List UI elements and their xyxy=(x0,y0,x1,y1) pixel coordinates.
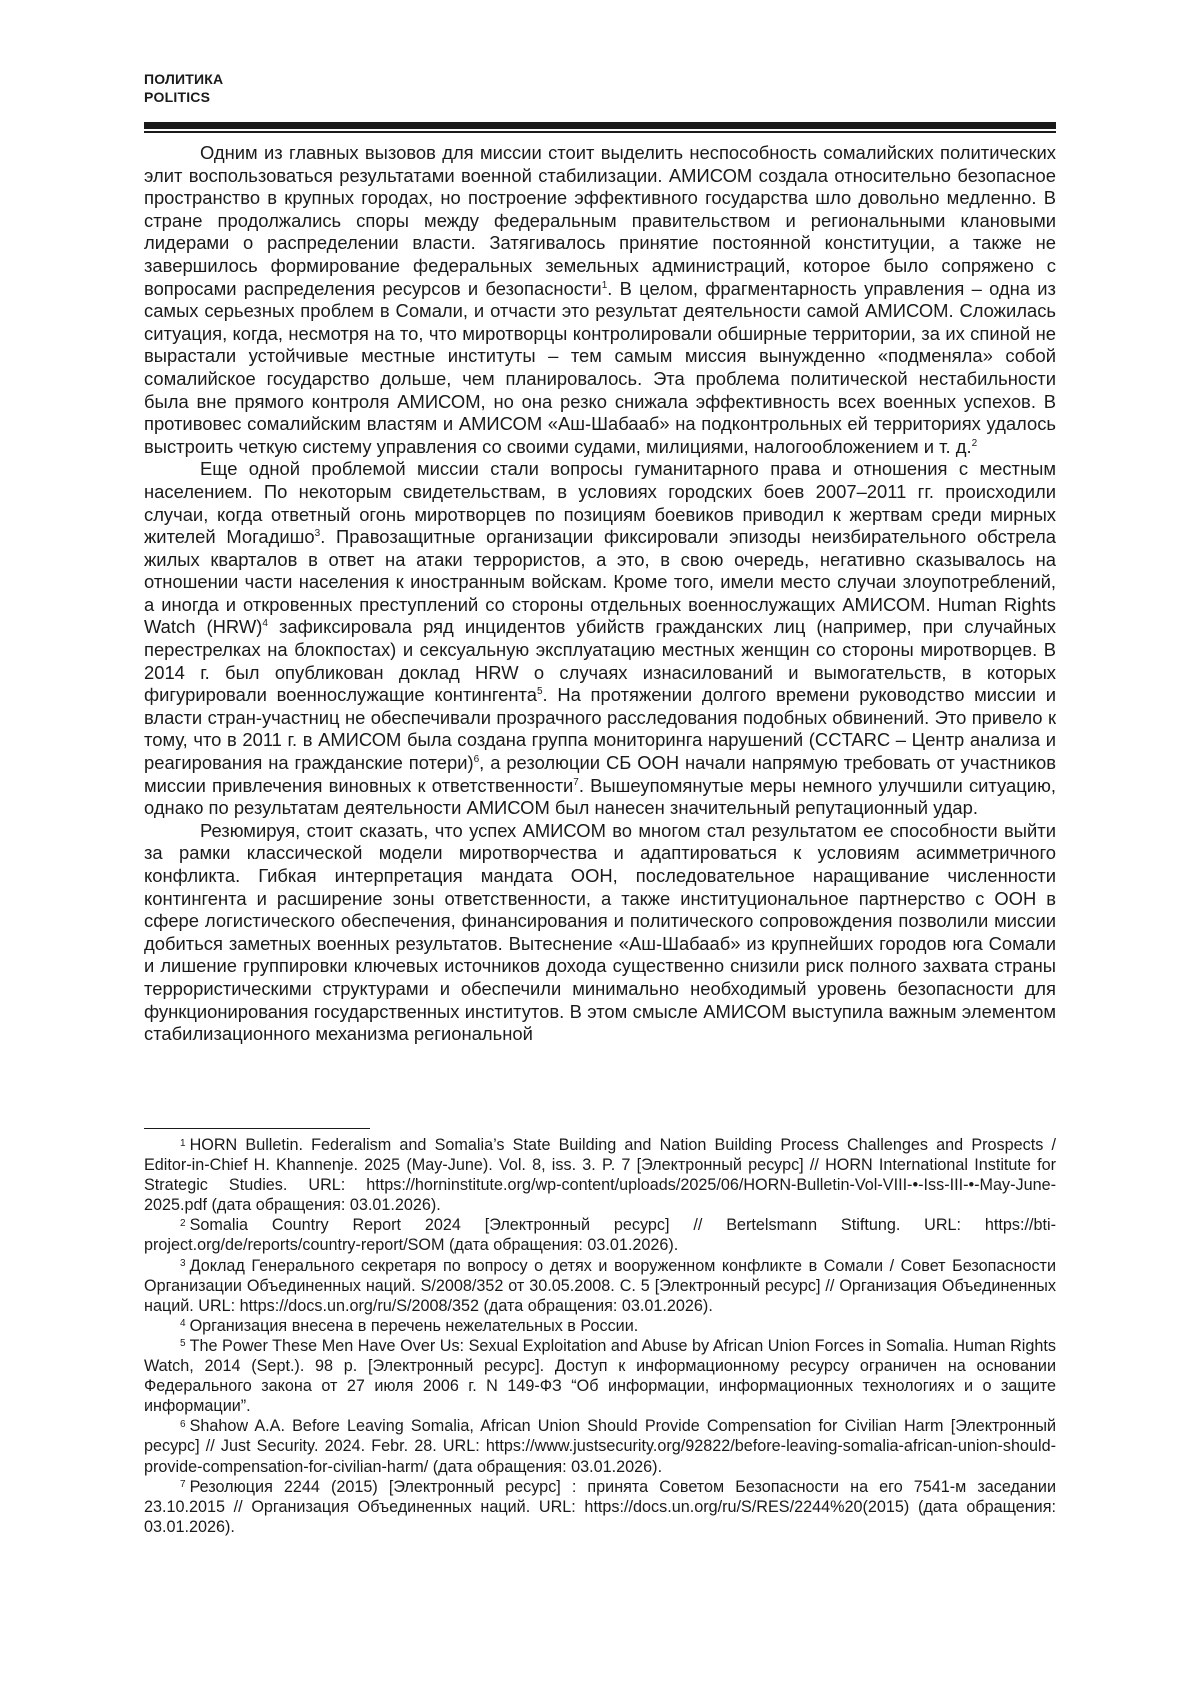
paragraph-text: зафиксировала ряд инцидентов убийств гражданских лиц (например, при случайных перестрелках на блокпостах) и сексуальную эксплуатацию местных женщин со стороны миротворцев. В 2014 г. был опубликован доклад HRW о случаях изнасилований и вымогательств, в которых фигурировали военнослужащие контингента xyxy=(144,616,1056,706)
footnotes xyxy=(144,1135,1056,1537)
header-rule-thick xyxy=(144,122,1056,129)
paragraph-text: . На протяжении долгого времени руководство миссии и власти стран-участниц не обеспечивали прозрачного расследования подобных обвинений. Это привело к тому, что в 2011 г. в АМИСОМ была создана группа мониторинга нарушений (CCTARC – Центр анализа и реагирования на гражданские потери) xyxy=(144,684,1056,774)
paragraph-text: Еще одной проблемой миссии стали вопросы гуманитарного права и отношения с местным населением. По некоторым свидетельствам, в условиях городских боев 2007–2011 гг. происходили случаи, когда ответный огонь миротворцев по позициям боевиков приводил к жертвам среди мирных жителей Могадишо xyxy=(144,458,1056,548)
body-paragraph xyxy=(144,458,1056,820)
footnote-number: 6 xyxy=(180,1418,186,1430)
body-paragraph xyxy=(144,820,1056,1046)
footnote-number: 1 xyxy=(180,1137,186,1149)
footnote-ref[interactable]: 4 xyxy=(262,618,268,630)
paragraph-text: , а резолюции СБ ООН начали напрямую требовать от участников миссии привлечения виновных к ответственности xyxy=(144,752,1056,796)
footnote-number: 4 xyxy=(180,1318,186,1330)
footnote xyxy=(144,1215,1056,1255)
footnote-text: Организация внесена в перечень нежелательных в России. xyxy=(189,1316,639,1335)
footnote-number: 2 xyxy=(180,1217,186,1229)
footnote xyxy=(144,1256,1056,1316)
section-title-ru: ПОЛИТИКА xyxy=(144,71,224,87)
footnote xyxy=(144,1416,1056,1476)
body-paragraph xyxy=(144,142,1056,458)
footnote-ref[interactable]: 2 xyxy=(971,437,978,449)
footnote-ref[interactable]: 7 xyxy=(573,776,579,788)
footnote xyxy=(144,1316,1056,1336)
footnote-ref[interactable]: 3 xyxy=(314,527,321,539)
paragraph-text: Резюмируя, стоит сказать, что успех АМИСОМ во многом стал результатом ее способности выйти за рамки классической модели миротворчества и адаптироваться к условиям асимметричного конфликта. Гибкая интерпретация мандата ООН, последовательное наращивание численности контингента и расширение зоны ответственности, а также институциональное партнерство с ООН в сфере логистического обеспечения, финансирования и политического сопровождения позволили миссии добиться заметных военных результатов. Вытеснение «Аш-Шабааб» из крупнейших городов юга Сомали и лишение группировки ключевых источников дохода существенно снизили риск полного захвата страны террористическими структурами и обеспечили минимально необходимый уровень безопасности для функционирования государственных институтов. В этом смысле АМИСОМ выступила важным элементом стабилизационного механизма региональной xyxy=(144,819,1056,1045)
footnote-separator xyxy=(144,1128,370,1129)
footnote-text: Резолюция 2244 (2015) [Электронный ресурс] : принята Советом Безопасности на его 7541-м заседании 23.10.2015 // Организация Объединенных наций. URL: https://docs.un.org/ru/S/RES/2244%20(2015) (дата обращения: 03.01.2026). xyxy=(144,1477,1056,1536)
footnote xyxy=(144,1477,1056,1537)
paragraph-text: . Правозащитные организации фиксировали эпизоды неизбирательного обстрела жилых кварталов в ответ на атаки террористов, а это, в свою очередь, негативно сказывалось на отношении части населения к иностранным войскам. Кроме того, имели место случаи злоупотреблений, а иногда и откровенных преступлений со стороны отдельных военнослужащих АМИСОМ. Human Rights Watch (HRW) xyxy=(144,526,1056,638)
footnote-text: The Power These Men Have Over Us: Sexual Exploitation and Abuse by African Union Forces in Somalia. Human Rights Watch, 2014 (Sept.). 98 p. [Электронный ресурс]. Доступ к информационному ресурсу ограничен на основании Федерального закона от 27 июля 2006 г. N 149-ФЗ “Об информации, информационных технологиях и о защите информации”. xyxy=(144,1336,1056,1416)
footnote-text: HORN Bulletin. Federalism and Somalia’s State Building and Nation Building Process Challenges and Prospects / Editor-in-Chief H. Khannenje. 2025 (May-June). Vol. 8, iss. 3. P. 7 [Электронный ресурс] // HORN International Institute for Strategic Studies. URL: https://horninstitute.org/wp-content/uploads/2025/06/HORN-Bulletin-Vol-VIII-•-Iss-III-•-May-June-2025.pdf (дата обращения: 03.01.2026). xyxy=(144,1136,1056,1215)
footnote-text: Shahow A.A. Before Leaving Somalia, African Union Should Provide Compensation for Civilian Harm [Электронный ресурс] // Just Security. 2024. Febr. 28. URL: https://www.justsecurity.org/92822/before-leaving-somalia-african-union-should-provide-compensation-for-civilian-harm/ (дата обращения: 03.01.2026). xyxy=(144,1417,1056,1476)
paragraph-text: Одним из главных вызовов для миссии стоит выделить неспособность сомалийских политических элит воспользоваться результатами военной стабилизации. АМИСОМ создала относительно безопасное пространство в крупных городах, но построение эффективного государства шло довольно медленно. В стране продолжались споры между федеральным правительством и региональными клановыми лидерами о распределении власти. Затягивалось принятие постоянной конституции, а также не завершилось формирование федеральных земельных администраций, которое было сопряжено с вопросами распределения ресурсов и безопасности xyxy=(144,142,1056,299)
footnote xyxy=(144,1336,1056,1416)
main-text xyxy=(144,142,1056,1046)
running-header xyxy=(144,70,223,106)
footnote-ref[interactable]: 5 xyxy=(536,686,543,698)
footnote-text: Somalia Country Report 2024 [Электронный ресурс] // Bertelsmann Stiftung. URL: https://bti-project.org/de/reports/country-report/SOM (дата обращения: 03.01.2026). xyxy=(144,1216,1056,1255)
footnote-text: Доклад Генерального секретаря по вопросу о детях и вооруженном конфликте в Сомали / Совет Безопасности Организации Объединенных наций. S/2008/352 от 30.05.2008. С. 5 [Электронный ресурс] // Организация Объединенных наций. URL: https://docs.un.org/ru/S/2008/352 (дата обращения: 03.01.2026). xyxy=(144,1256,1056,1315)
footnote-number: 3 xyxy=(180,1258,186,1270)
footnote-ref[interactable]: 6 xyxy=(473,753,480,765)
footnote-number: 5 xyxy=(180,1338,186,1350)
footnote xyxy=(144,1135,1056,1215)
footnote-ref[interactable]: 1 xyxy=(601,279,608,291)
footnote-number: 7 xyxy=(180,1479,186,1491)
header-rule-thin xyxy=(144,131,1056,133)
paragraph-text: . Вышеупомянутые меры немного улучшили ситуацию, однако по результатам деятельности АМИСОМ был нанесен значительный репутационный удар. xyxy=(144,774,1056,819)
paragraph-text: . В целом, фрагментарность управления – одна из самых серьезных проблем в Сомали, и отчасти это результат деятельности самой АМИСОМ. Сложилась ситуация, когда, несмотря на то, что миротворцы контролировали обширные территории, за их спиной не вырастали устойчивые местные институты – тем самым миссия вынужденно «подменяла» собой сомалийское государство дольше, чем планировалось. Эта проблема политической нестабильности была вне прямого контроля АМИСОМ, но она резко снижала эффективность всех военных успехов. В противовес сомалийским властям и АМИСОМ «Аш-Шабааб» на подконтрольных ей территориях удалось выстроить четкую систему управления со своими судами, милициями, налогообложением и т. д. xyxy=(144,277,1056,457)
section-title-en: POLITICS xyxy=(144,89,211,105)
